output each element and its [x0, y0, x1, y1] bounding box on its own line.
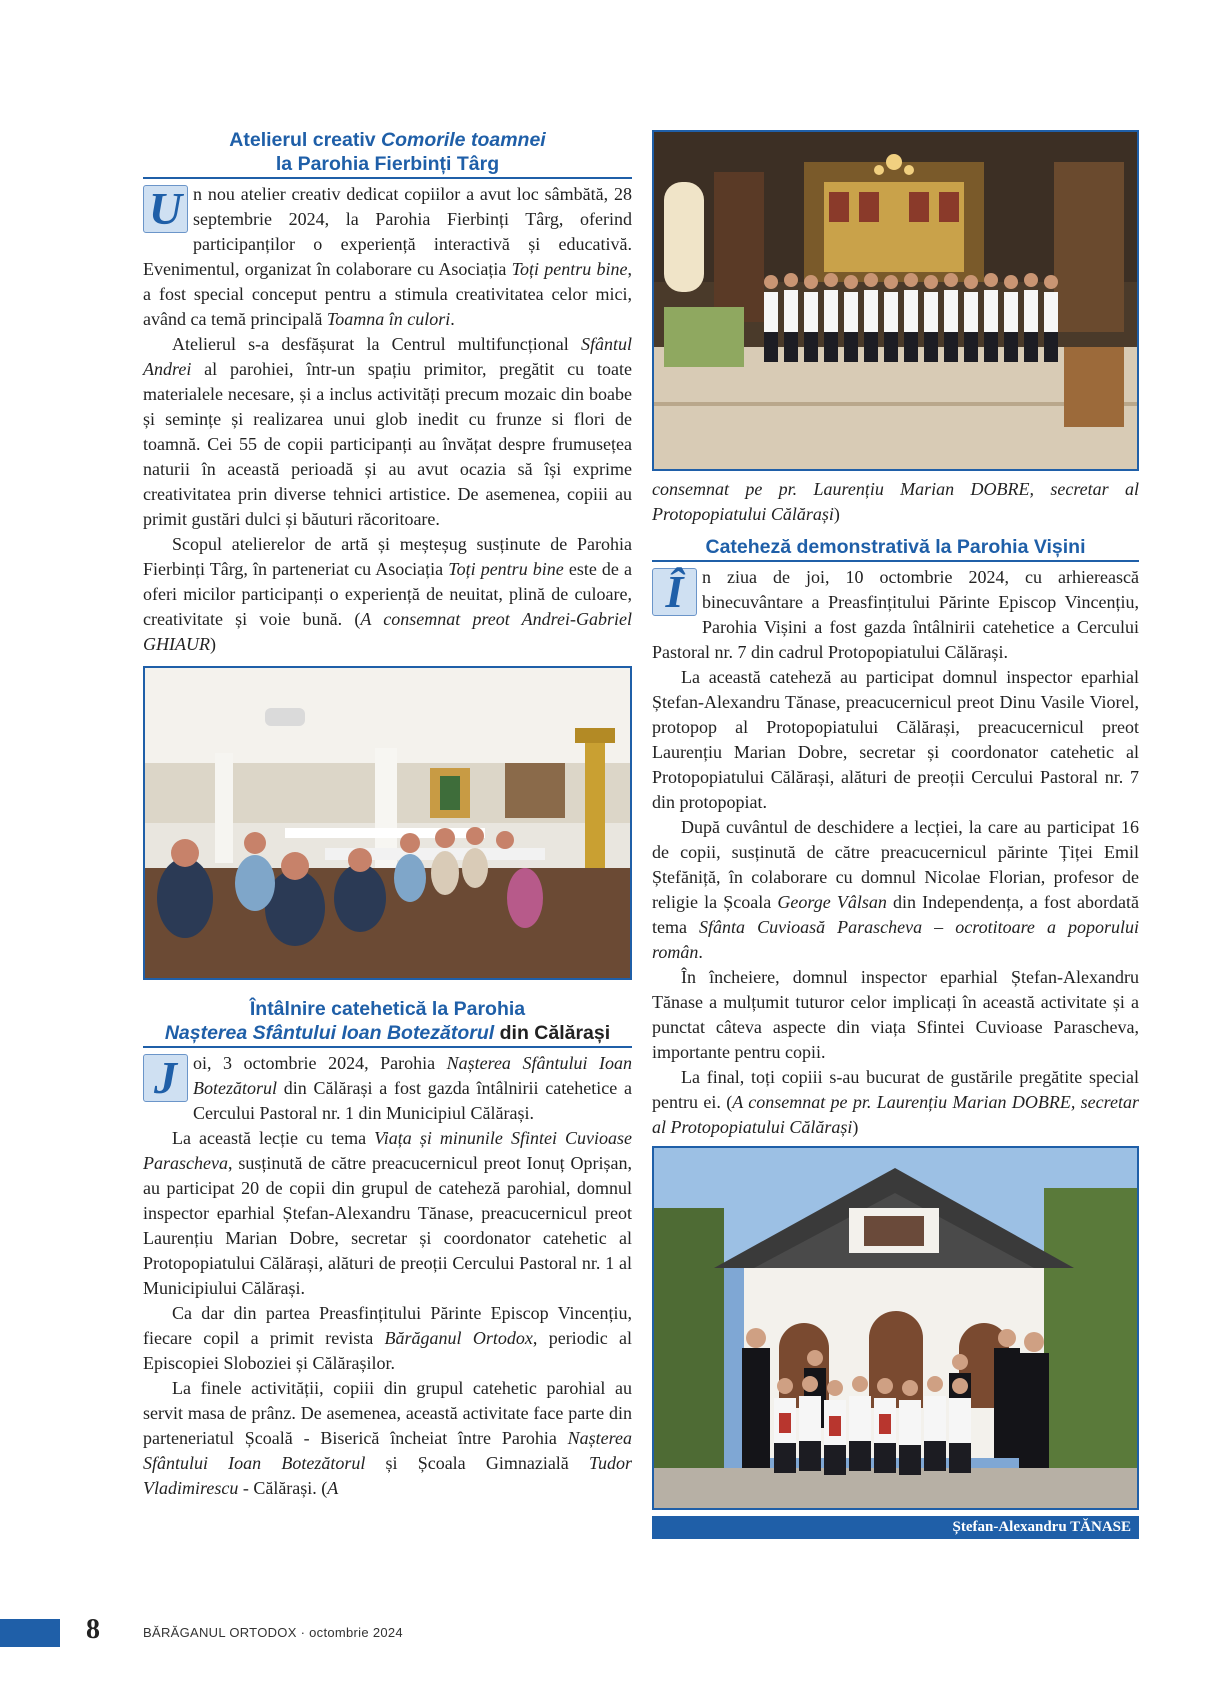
footer-accent-bar — [0, 1619, 60, 1647]
article3-dropcap: Î — [652, 568, 697, 616]
article2-continuation: consemnat pe pr. Laurențiu Marian DOBRE, secretar al Protopopiatului Călărași) — [652, 479, 1139, 524]
footer-publication: BĂRĂGANUL ORTODOX · octombrie 2024 — [143, 1625, 403, 1640]
church-interior-photo — [652, 130, 1139, 471]
article3-title: Cateheză demonstrativă la Parohia Vișini — [652, 535, 1139, 562]
article1-body: U n nou atelier creativ dedicat copiilor a avut loc sâmbătă, 28 septembrie 2024, la Parohia Fierbinți Târg, oferind participanților o experiență interactivă și educativă. Evenimentul, organizat în colaborare cu Asociația Toți pentru bine, a fost special conceput pentru a stimula creativitatea celor mici, având ca temă principală Toamna în culori. Atelierul s-a desfășurat la Centrul multifuncțional Sfântul Andrei al parohiei, într-un spațiu primitor, pregătit cu toate materialele necesare, și a inclus activități precum mozaic din boabe și semințe și realizarea unui glob inedit cu frunze si flori de toamnă. Cei 55 de copii participanți au învățat despre frumusețea naturii în această perioadă și au avut ocazia să își exprime creativitatea prin diverse tehnici artistice. De asemenea, copiii au primit gustări dulci și băuturi răcoritoare. Scopul atelierelor de artă și meșteșug susținute de Parohia Fierbinți Târg, în parteneriat cu Asociația Toți pentru bine este de a oferi micilor participanți o experiență de neuitat, plină de culoare, creativitate și voie bună. (A consemnat preot Andrei-Gabriel GHIAUR) — [143, 183, 632, 654]
workshop-photo — [143, 666, 632, 980]
photo-credit: Ștefan-Alexandru TĂNASE — [652, 1516, 1139, 1539]
article2-title: Întâlnire catehetică la Parohia Nașterea Sfântului Ioan Botezătorul din Călărași — [143, 997, 632, 1048]
left-column — [143, 128, 632, 1501]
right-column — [652, 130, 1139, 1539]
article1-title: Atelierul creativ Comorile toamnei la Parohia Fierbinți Târg — [143, 128, 632, 179]
page-number: 8 — [86, 1614, 100, 1645]
article3-body: Î n ziua de joi, 10 octombrie 2024, cu arhierească binecuvântare a Preasfințitului Părinte Episcop Vincențiu, Parohia Vișini a fost gazda întâlnirii catehetice a Cercului Pastoral nr. 7 din cadrul Protopopiatului Călărași. La această cateheză au participat domnul inspector eparhial Ștefan-Alexandru Tănase, preacucernicul preot Dinu Vasile Viorel, protopop al Protopopiatului Călărași, preacucernicul preot Laurențiu Marian Dobre, secretar și coordonator catehetic al Protopopiatului Călărași, alături de preoții Cercului Pastoral nr. 7 din protopopiat. După cuvântul de deschidere a lecției, la care au participat 16 de copii, susținută de către preacucernicul părinte Țiței Emil Ștefăniță, în colaborare cu domnul Nicolae Florian, profesor de religie la Școala George Vâlsan din Independența, a fost abordată tema Sfânta Cuvioasă Parascheva – ocrotitoare a poporului român. În încheiere, domnul inspector eparhial Ștefan-Alexandru Tănase a mulțumit tuturor celor implicați în această activitate și a punctat câteva aspecte din viața Sfintei Cuvioase Parascheva, importante pentru copii. La final, toți copiii s-au bucurat de gustările pregătite special pentru ei. (A consemnat pe pr. Laurențiu Marian DOBRE, secretar al Protopopiatului Călărași) — [652, 566, 1140, 1137]
article2-body: J oi, 3 octombrie 2024, Parohia Nașterea Sfântului Ioan Botezătorul din Călărași a fost gazda întâlnirii catehetice a Cercului Pastoral nr. 1 din Municipiul Călărași. La această lecție cu tema Viața și minunile Sfintei Cuvioase Parascheva, susținută de către preacucernicul preot Ionuț Oprișan, au participat 20 de copii din grupul de cateheză parohial, domnul inspector eparhial Ștefan-Alexandru Tănase, preacucernicul preot Laurențiu Marian Dobre, secretar și coordonator catehetic al Protopopiatului Călărași, alături de preoții Cercului Pastoral nr. 1 al Municipiului Călărași. Ca dar din partea Preasfințitului Părinte Episcop Vincențiu, fiecare copil a primit revista Bărăganul Ortodox, periodic al Episcopiei Sloboziei și Călărașilor. La finele activității, copiii din grupul catehetic parohial au servit masa de prânz. De asemenea, această activitate face parte din parteneriatul Școală - Biserică încheiat între Parohia Nașterea Sfântului Ioan Botezătorul și Școala Gimnazială Tudor Vladimirescu - Călărași. (A — [143, 1052, 632, 1498]
article1-dropcap: U — [143, 185, 188, 233]
article2-dropcap: J — [143, 1054, 188, 1102]
church-exterior-photo — [652, 1146, 1139, 1510]
